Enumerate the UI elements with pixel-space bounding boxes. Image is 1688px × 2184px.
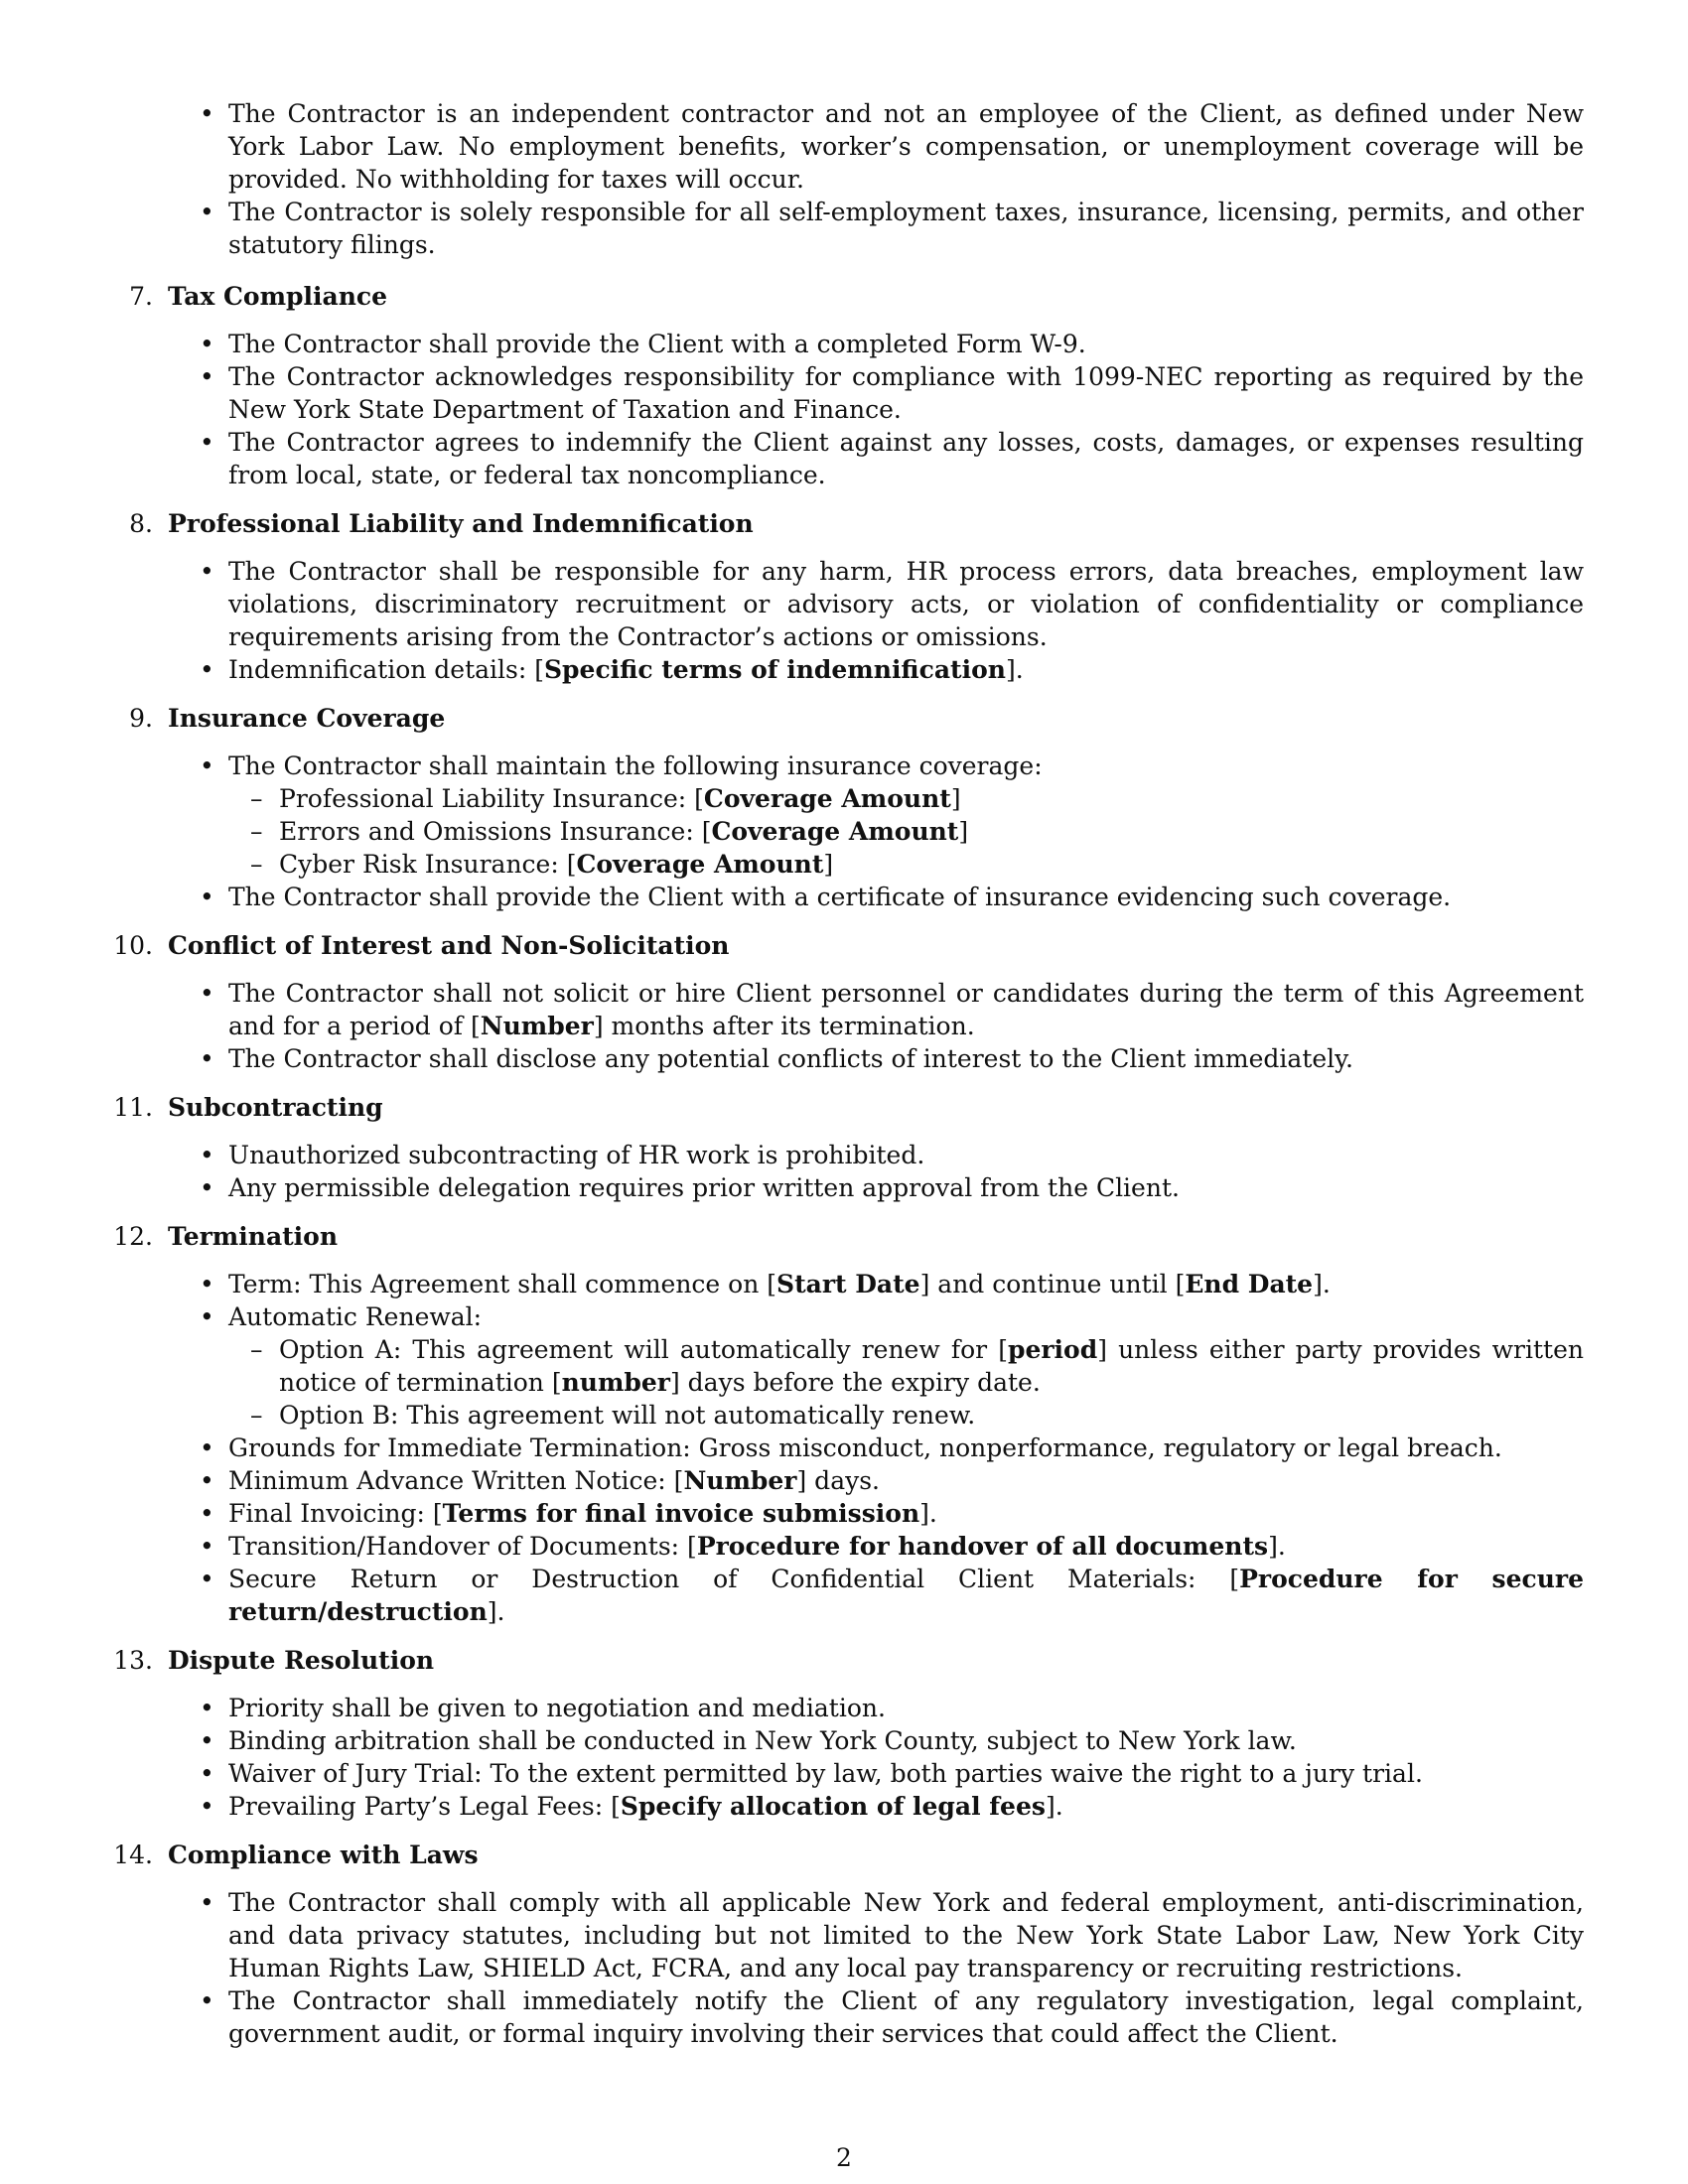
- item-text: Waiver of Jury Trial: To the extent permitted by law, both parties waive the right to a jury trial.: [228, 1759, 1423, 1788]
- section-title: Conflict of Interest and Non-Solicitation: [168, 931, 730, 960]
- item-text: The Contractor shall comply with all applicable New York and federal employment, anti-discrimination, and data privacy statutes, including but not limited to the New York State Labor Law, New York City Human Rights Law, SHIELD Act, FCRA, and any local pay transparency or recruiting restrictions.: [228, 1888, 1584, 1982]
- section-items: [0, 1268, 1584, 1628]
- list-item: [228, 1171, 1584, 1204]
- section-number: 8.: [129, 509, 153, 538]
- list-item: [228, 1300, 1584, 1432]
- item-text: Grounds for Immediate Termination: Gross misconduct, nonperformance, regulatory or legal breach.: [228, 1433, 1502, 1462]
- section-number: 12.: [113, 1222, 153, 1251]
- item-text: ].: [1045, 1792, 1063, 1821]
- item-text: Any permissible delegation requires prior written approval from the Client.: [228, 1173, 1180, 1202]
- item-text: The Contractor shall be responsible for any harm, HR process errors, data breaches, employment law violations, discriminatory recruitment or advisory acts, or violation of confidentiality or compliance requirements arising from the Contractor’s actions or omissions.: [228, 557, 1584, 651]
- placeholder-field: Coverage Amount: [711, 817, 959, 846]
- item-text: ]: [950, 784, 961, 813]
- item-text: Indemnification details: [: [228, 655, 544, 684]
- item-text: ] days.: [796, 1466, 880, 1495]
- list-item: [228, 1757, 1584, 1790]
- list-item: [228, 1886, 1584, 1984]
- section-items: [0, 750, 1584, 913]
- section-title: Insurance Coverage: [168, 704, 446, 733]
- item-text: Cyber Risk Insurance: [: [279, 850, 577, 879]
- section-heading: [0, 1220, 1688, 1253]
- section-number: 11.: [113, 1093, 153, 1122]
- continued-list: [228, 97, 1584, 261]
- item-text: Transition/Handover of Documents: [: [228, 1532, 697, 1561]
- list-item: [228, 1139, 1584, 1171]
- item-text: The Contractor acknowledges responsibility for compliance with 1099-NEC reporting as required by the New York State Department of Taxation and Finance.: [228, 362, 1584, 424]
- list-item: [228, 426, 1584, 491]
- list-item: [228, 977, 1584, 1042]
- section: [0, 507, 1688, 686]
- item-text: The Contractor shall not solicit or hire Client personnel or candidates during the term of this Agreement and for a period of [: [228, 979, 1584, 1040]
- list-item: [228, 1724, 1584, 1757]
- item-text: Automatic Renewal:: [228, 1302, 483, 1331]
- list-item: [228, 1790, 1584, 1823]
- section: [0, 702, 1688, 913]
- section-title: Subcontracting: [168, 1093, 383, 1122]
- section-title: Compliance with Laws: [168, 1841, 479, 1869]
- sub-list-item: [279, 1333, 1584, 1399]
- list-item: [228, 1464, 1584, 1497]
- section-number: 10.: [113, 931, 153, 960]
- list-item: [228, 360, 1584, 426]
- list-item: [228, 1563, 1584, 1628]
- item-text: Option A: This agreement will automatically renew for [: [279, 1335, 1008, 1364]
- sub-list-item: [279, 782, 1584, 815]
- placeholder-field: Specific terms of indemnification: [544, 655, 1006, 684]
- section: [0, 1644, 1688, 1823]
- list-item: [228, 1530, 1584, 1563]
- placeholder-field: End Date: [1185, 1270, 1314, 1298]
- list-item: [228, 555, 1584, 653]
- placeholder-field: Terms for final invoice submission: [442, 1499, 920, 1528]
- section: [0, 1091, 1688, 1204]
- item-text: The Contractor shall provide the Client with a completed Form W-9.: [228, 330, 1086, 358]
- item-text: Errors and Omissions Insurance: [: [279, 817, 712, 846]
- item-text: ].: [919, 1499, 937, 1528]
- placeholder-field: Number: [480, 1012, 594, 1040]
- section-number: 13.: [113, 1646, 153, 1675]
- sub-list-item: [279, 1399, 1584, 1432]
- item-text: The Contractor shall immediately notify the Client of any regulatory investigation, legal complaint, government audit, or formal inquiry involving their services that could affect the Client.: [228, 1986, 1584, 2048]
- sub-list: [228, 782, 1584, 881]
- section-title: Professional Liability and Indemnification: [168, 509, 754, 538]
- section-heading: [0, 1091, 1688, 1124]
- item-text: Binding arbitration shall be conducted in New York County, subject to New York law.: [228, 1726, 1297, 1755]
- section: [0, 280, 1688, 491]
- item-text: Priority shall be given to negotiation and mediation.: [228, 1694, 886, 1722]
- item-text: Term: This Agreement shall commence on [: [228, 1270, 777, 1298]
- section: [0, 1839, 1688, 2050]
- section-number: 7.: [129, 282, 153, 311]
- section-items: [0, 1886, 1584, 2050]
- section-items: [0, 328, 1584, 491]
- section-heading: [0, 280, 1688, 313]
- placeholder-field: Procedure for handover of all documents: [696, 1532, 1269, 1561]
- section-items: [0, 1139, 1584, 1204]
- sub-list: [228, 1333, 1584, 1432]
- section-items: [0, 555, 1584, 686]
- item-text: ] and continue until [: [919, 1270, 1186, 1298]
- item-text: The Contractor agrees to indemnify the Client against any losses, costs, damages, or expenses resulting from local, state, or federal tax noncompliance.: [228, 428, 1584, 489]
- section-number: 14.: [113, 1841, 153, 1869]
- placeholder-field: Procedure for secure return/destruction: [228, 1565, 1584, 1626]
- item-text: ]: [823, 850, 834, 879]
- placeholder-field: Coverage Amount: [576, 850, 824, 879]
- item-text: Option B: This agreement will not automatically renew.: [279, 1401, 976, 1430]
- item-text: The Contractor shall provide the Client with a certificate of insurance evidencing such coverage.: [228, 883, 1452, 911]
- section-title: Tax Compliance: [168, 282, 388, 311]
- section-list: [0, 280, 1688, 2066]
- section-items: [0, 1692, 1584, 1823]
- list-item: [228, 750, 1584, 881]
- list-item: [228, 881, 1584, 913]
- placeholder-field: period: [1008, 1335, 1098, 1364]
- item-text: ].: [487, 1597, 505, 1626]
- placeholder-field: number: [561, 1368, 670, 1397]
- placeholder-field: Number: [683, 1466, 797, 1495]
- item-text: ].: [1313, 1270, 1331, 1298]
- item-text: The Contractor shall maintain the following insurance coverage:: [228, 751, 1043, 780]
- section-title: Dispute Resolution: [168, 1646, 435, 1675]
- section-heading: [0, 507, 1688, 540]
- item-text: ] days before the expiry date.: [669, 1368, 1041, 1397]
- placeholder-field: Specify allocation of legal fees: [620, 1792, 1046, 1821]
- sub-list-item: [279, 848, 1584, 881]
- section-heading: [0, 1839, 1688, 1871]
- section-title: Termination: [168, 1222, 339, 1251]
- list-item: [228, 653, 1584, 686]
- item-text: ].: [1005, 655, 1024, 684]
- sub-list-item: [279, 815, 1584, 848]
- item-text: Unauthorized subcontracting of HR work is prohibited.: [228, 1141, 925, 1169]
- item-text: ] months after its termination.: [593, 1012, 975, 1040]
- item-text: Final Invoicing: [: [228, 1499, 443, 1528]
- list-item: • The Contractor is an independent contractor and not an employee of the Client, as defined under New York Labor Law. No employment benefits, worker’s compensation, or unemployment coverage will be provided. No withholding for taxes will occur.: [228, 97, 1584, 196]
- section-items: [0, 977, 1584, 1075]
- section-heading: [0, 1644, 1688, 1677]
- list-item: [228, 1692, 1584, 1724]
- list-item: [228, 1042, 1584, 1075]
- item-text: ]: [958, 817, 969, 846]
- page-number: 2: [836, 2143, 852, 2172]
- list-item: [228, 1984, 1584, 2050]
- item-text: Professional Liability Insurance: [: [279, 784, 704, 813]
- section-heading: [0, 929, 1688, 962]
- list-item: [228, 1432, 1584, 1464]
- item-text: The Contractor shall disclose any potential conflicts of interest to the Client immediately.: [228, 1044, 1353, 1073]
- list-item: [228, 328, 1584, 360]
- placeholder-field: Coverage Amount: [703, 784, 951, 813]
- section: [0, 929, 1688, 1075]
- list-item: [228, 1268, 1584, 1300]
- section-number: 9.: [129, 704, 153, 733]
- section: [0, 1220, 1688, 1628]
- item-text: ] unless either party provides written notice of termination [: [279, 1335, 1584, 1397]
- item-text: Prevailing Party’s Legal Fees: [: [228, 1792, 621, 1821]
- item-text: Secure Return or Destruction of Confidential Client Materials: [: [228, 1565, 1240, 1593]
- item-text: Minimum Advance Written Notice: [: [228, 1466, 684, 1495]
- list-item: • The Contractor is solely responsible for all self-employment taxes, insurance, licensing, permits, and other statutory filings.: [228, 196, 1584, 261]
- list-item: [228, 1497, 1584, 1530]
- item-text: ].: [1268, 1532, 1286, 1561]
- section-heading: [0, 702, 1688, 735]
- placeholder-field: Start Date: [776, 1270, 920, 1298]
